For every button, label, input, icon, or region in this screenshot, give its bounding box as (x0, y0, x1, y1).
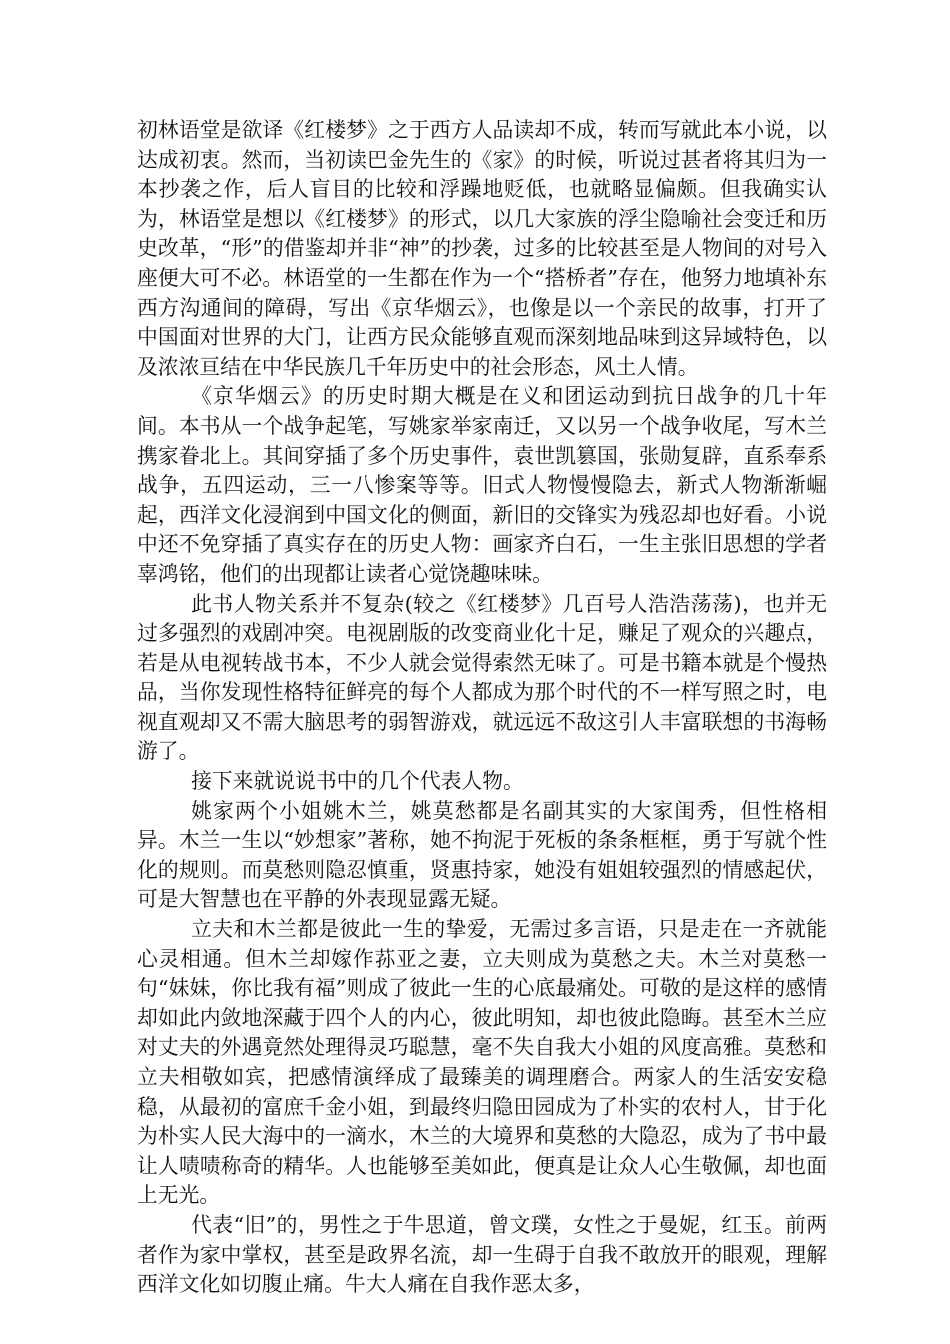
paragraph-3: 此书人物关系并不复杂(较之《红楼梦》几百号人浩浩荡荡)，也并无过多强烈的戏剧冲突。电视剧版的改变商业化十足，赚足了观众的兴趣点，若是从电视转战书本，不少人就会觉得索然无味了。可是书籍本就是个慢热品，当你发现性格特征鲜亮的每个人都成为那个时代的不一样写照之时，电视直观却又不需大脑思考的弱智游戏，就远远不敌这引人丰富联想的书海畅游了。 (137, 591, 827, 764)
paragraph-2: 《京华烟云》的历史时期大概是在义和团运动到抗日战争的几十年间。本书从一个战争起笔，写姚家举家南迁，又以另一个战争收尾，写木兰携家眷北上。其间穿插了多个历史事件，袁世凯篡国，张勋复辟，直系奉系战争，五四运动，三一八惨案等等。旧式人物慢慢隐去，新式人物渐渐崛起，西洋文化浸润到中国文化的侧面，新旧的交锋实为残忍却也好看。小说中还不免穿插了真实存在的历史人物：画家齐白石，一生主张旧思想的学者辜鸿铭，他们的出现都让读者心觉饶趣味味。 (137, 384, 827, 586)
paragraph-7: 代表“旧”的，男性之于牛思道，曾文璞，女性之于曼妮，红玉。前两者作为家中掌权，甚至是政界名流，却一生碍于自我不敢放开的眼观，理解西洋文化如切腹止痛。牛大人痛在自我作恶太多， (137, 1212, 827, 1297)
paragraph-5: 姚家两个小姐姚木兰，姚莫愁都是名副其实的大家闺秀，但性格相异。木兰一生以“妙想家”著称，她不拘泥于死板的条条框框，勇于写就个性化的规则。而莫愁则隐忍慎重，贤惠持家，她没有姐姐较强烈的情感起伏，可是大智慧也在平静的外表现显露无疑。 (137, 798, 827, 912)
document-page (137, 116, 827, 1300)
paragraph-6: 立夫和木兰都是彼此一生的挚爱，无需过多言语，只是走在一齐就能心灵相通。但木兰却嫁作荪亚之妻，立夫则成为莫愁之夫。木兰对莫愁一句“妹妹，你比我有福”则成了彼此一生的心底最痛处。可敬的是这样的感情却如此内敛地深藏于四个人的内心，彼此明知，却也彼此隐晦。甚至木兰应对丈夫的外遇竟然处理得灵巧聪慧，毫不失自我大小姐的风度高雅。莫愁和立夫相敬如宾，把感情演绎成了最臻美的调理磨合。两家人的生活安安稳稳，从最初的富庶千金小姐，到最终归隐田园成为了朴实的农村人，甘于化为朴实人民大海中的一滴水，木兰的大境界和莫愁的大隐忍，成为了书中最让人啧啧称奇的精华。人也能够至美如此，便真是让众人心生敬佩，却也面上无光。 (137, 917, 827, 1208)
paragraph-1: 初林语堂是欲译《红楼梦》之于西方人品读却不成，转而写就此本小说，以达成初衷。然而，当初读巴金先生的《家》的时候，听说过甚者将其归为一本抄袭之作，后人盲目的比较和浮躁地贬低，也就略显偏颇。但我确实认为，林语堂是想以《红楼梦》的形式，以几大家族的浮尘隐喻社会变迁和历史改革，“形”的借鉴却并非“神”的抄袭，过多的比较甚至是人物间的对号入座便大可不必。林语堂的一生都在作为一个“搭桥者”存在，他努力地填补东西方沟通间的障碍，写出《京华烟云》，也像是以一个亲民的故事，打开了中国面对世界的大门，让西方民众能够直观而深刻地品味到这异域特色，以及浓浓亘结在中华民族几千年历史中的社会形态，风土人情。 (137, 118, 827, 379)
paragraph-4: 接下来就说说书中的几个代表人物。 (191, 769, 524, 794)
